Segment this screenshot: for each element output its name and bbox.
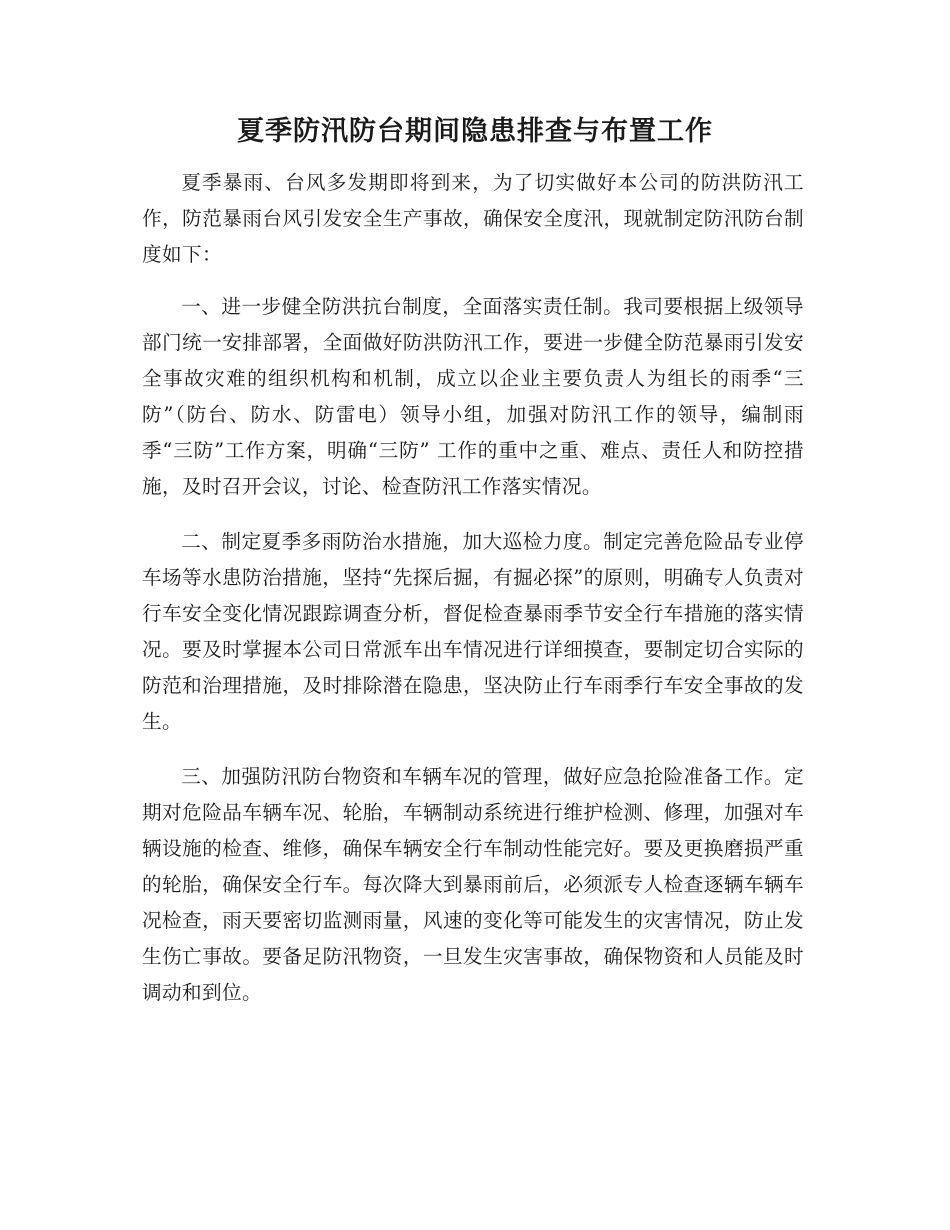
paragraph-intro: 夏季暴雨、台风多发期即将到来，为了切实做好本公司的防洪防汛工作，防范暴雨台风引发安全生产事故，确保安全度汛，现就制定防汛防台制度如下：: [142, 171, 804, 266]
paragraph-section-2: 二、制定夏季多雨防治水措施，加大巡检力度。制定完善危险品专业停车场等水患防治措施，坚持“先探后掘，有掘必探”的原则，明确专人负责对行车安全变化情况跟踪调查分析，督促检查暴雨季节安全行车措施的落实情况。要及时掌握本公司日常派车出车情况进行详细摸查，要制定切合实际的防范和治理措施，及时排除潜在隐患，坚决防止行车雨季行车安全事故的发生。: [142, 530, 804, 733]
document-body: [142, 165, 804, 1030]
paragraph-section-1: 一、进一步健全防洪抗台制度，全面落实责任制。我司要根据上级领导部门统一安排部署，全面做好防洪防汛工作，要进一步健全防范暴雨引发安全事故灾难的组织机构和机制，成立以企业主要负责人为组长的雨季“三防”（防台、防水、防雷电）领导小组，加强对防汛工作的领导，编制雨季“三防”工作方案，明确“三防” 工作的重中之重、难点、责任人和防控措施，及时召开会议，讨论、检查防汛工作落实情况。: [142, 295, 804, 498]
paragraph-section-3: 三、加强防汛防台物资和车辆车况的管理，做好应急抢险准备工作。定期对危险品车辆车况、轮胎，车辆制动系统进行维护检测、修理，加强对车辆设施的检查、维修，确保车辆安全行车制动性能完好。要及更换磨损严重的轮胎，确保安全行车。每次降大到暴雨前后，必须派专人检查逐辆车辆车况检查，雨天要密切监测雨量，风速的变化等可能发生的灾害情况，防止发生伤亡事故。要备足防汛物资，一旦发生灾害事故，确保物资和人员能及时调动和到位。: [142, 765, 804, 1004]
document-title: 夏季防汛防台期间隐患排查与布置工作: [237, 116, 713, 147]
